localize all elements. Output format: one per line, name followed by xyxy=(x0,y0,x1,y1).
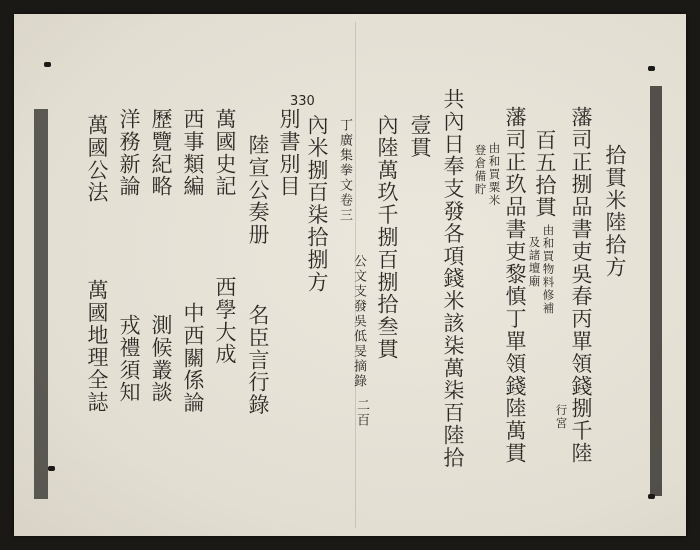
book-title: 萬國公法 xyxy=(85,114,109,204)
book-title: 陸宣公奏册 xyxy=(246,134,270,246)
margin-editor: 吳低旻摘錄 xyxy=(351,314,366,389)
book-title: 中西關係論 xyxy=(181,302,205,414)
book-title: 洋務新論 xyxy=(117,108,141,198)
book-title: 萬國史記 xyxy=(213,108,237,198)
book-title: 萬國地理全誌 xyxy=(85,279,109,414)
margin-title: 丁廣集拳文卷三 xyxy=(337,118,352,223)
margin-page: 二百 xyxy=(354,398,369,428)
text-column: 內陸萬玖千捌百捌拾叁貫 xyxy=(375,114,399,361)
text-column: 藩司正玖品書吏黎慎丁單領錢陸萬貫 xyxy=(503,106,527,465)
right-edge-ink xyxy=(650,86,662,496)
corner-dot xyxy=(48,466,55,471)
annotation-note: 登倉備貯 xyxy=(473,144,488,196)
document-page xyxy=(14,14,686,536)
book-title: 名臣言行錄 xyxy=(246,304,270,416)
book-title: 戎禮須知 xyxy=(117,314,141,404)
text-column: 百五拾貫 xyxy=(533,129,557,219)
corner-dot xyxy=(648,66,655,71)
book-title: 測候叢談 xyxy=(149,314,173,404)
annotation-note: 由和買物料修補 xyxy=(541,224,556,315)
margin-section: 公文 xyxy=(351,254,366,284)
left-edge-ink xyxy=(34,109,48,499)
annotation-note: 及諸壇廟 xyxy=(527,236,542,288)
page-number: 330 xyxy=(290,94,315,109)
corner-dot xyxy=(648,494,655,499)
annotation-note: 由和買粟米 xyxy=(487,142,502,207)
text-column: 壹貫 xyxy=(408,114,432,159)
text-column: 別書別目 xyxy=(277,108,301,198)
corner-dot xyxy=(44,62,51,67)
text-column: 內米捌百柒拾捌方 xyxy=(305,114,329,294)
text-column: 共內日奉支發各項錢米該柒萬柒百陸拾 xyxy=(441,88,465,469)
book-title: 歷覽紀略 xyxy=(149,108,173,198)
text-column: 藩司正捌品書吏吳春丙單領錢捌千陸 xyxy=(569,106,593,465)
book-title: 西學大成 xyxy=(213,276,237,366)
book-title: 西事類編 xyxy=(181,108,205,198)
margin-section: 支發 xyxy=(351,284,366,314)
text-column: 拾貫米陸拾方 xyxy=(603,144,627,279)
annotation-note: 行宮 xyxy=(554,404,569,430)
